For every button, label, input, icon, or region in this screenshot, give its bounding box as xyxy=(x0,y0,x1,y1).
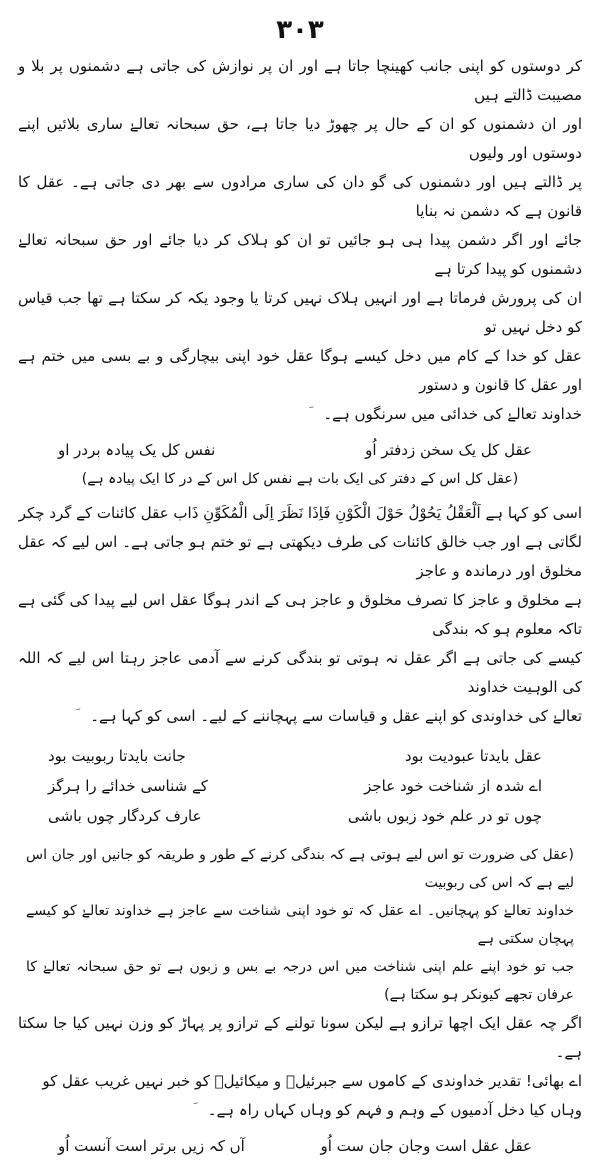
text-line: پر ڈالتے ہیں اور دشمنوں کی گو دان کی ساری مرادوں سے بھر دی جاتی ہے۔ عقل کا قانون ہے کہ دشمن نہ بنایا xyxy=(18,173,582,220)
text-line: تعالےٰ کی خداوندی کو اپنے عقل و قیاسات سے پہچاننے کے لیے۔ اسی کو کہا ہے۔ xyxy=(90,707,582,725)
text-line-end xyxy=(18,400,582,429)
verse-end-mark xyxy=(299,400,319,429)
verse-end-mark xyxy=(65,702,85,731)
text-line: اگر چہ عقل ایک اچھا ترازو ہے لیکن سونا تولنے کے ترازو پر پہاڑ کو وزن نہیں کیا جا سکتا ہے۔ xyxy=(18,1014,582,1061)
paragraph-1 xyxy=(18,52,582,429)
text-line: کیسے کی جاتی ہے اگر عقل نہ ہوتی تو بندگی کرنے سے آدمی عاجز رہتا اس لیے کہ اللہ کی الوہیت خداوند xyxy=(18,649,582,696)
persian-couplet-1 xyxy=(18,435,582,465)
verse-end-mark xyxy=(183,1096,203,1125)
paragraph-2 xyxy=(18,499,582,731)
verse-left-hemistich: کے شناسی خدائے را ہرگز xyxy=(48,777,208,795)
page-number: ۳۰۳ xyxy=(276,15,324,45)
text-line: خداوند تعالےٰ کی خدائی میں سرنگوں ہے۔ xyxy=(323,405,582,423)
persian-couplet-2 xyxy=(18,1131,582,1161)
couplet-left-hemistich: نفس کل یک پیادہ بردر او xyxy=(58,441,216,459)
couplet-translation: (عقل کل اس کے دفتر کی ایک بات ہے نفس کل اس کے در کا ایک پیادہ ہے) xyxy=(81,471,519,487)
translation-line: خداوند تعالےٰ کو پہچانیں۔ اے عقل کہ تو خود اپنی شناخت سے عاجز ہے خداوند تعالےٰ کو کیسے پہچان سکتی ہے xyxy=(26,903,574,947)
text-line: ہے مخلوق و عاجز کا تصرف مخلوق و عاجز ہی کے اندر ہوگا عقل اس لیے پیدا کی گئی ہے تاکہ معلوم ہو کہ بندگی xyxy=(18,591,582,638)
persian-verses xyxy=(18,741,582,831)
text-line: عقل کو خدا کے کام میں دخل کیسے ہوگا عقل خود اپنی بیچارگی و بے بسی میں ختم ہے اور عقل کا قانون و دستور xyxy=(18,347,582,394)
text-line: اور ان دشمنوں کو ان کے حال پر چھوڑ دیا جاتا ہے، حق سبحانہ تعالےٰ ساری بلائیں اپنے دوستوں اور ولیوں xyxy=(18,115,582,162)
translation-line: جب تو خود اپنے علم اپنی شناخت میں اس درجہ بے بس و زبوں ہے تو حق سبحانہ تعالےٰ کا عرفان تجھے کیونکر ہو سکتا ہے) xyxy=(26,959,574,1003)
text-line: جائے اور اگر دشمن پیدا ہی ہو جائیں تو ان کو ہلاک کر دیا جائے اور حق سبحانہ تعالےٰ دشمنوں کو پیدا کرتا ہے xyxy=(18,231,582,278)
paragraph-3 xyxy=(18,1009,582,1125)
verse-line xyxy=(18,801,582,831)
translation-line: (عقل کی ضرورت تو اس لیے ہوتی ہے کہ بندگی کرنے کے طور و طریقہ کو جانیں اور جان اس لیے ہے کہ اس کی ربوبیت xyxy=(26,847,574,891)
text-line: وہاں کیا دخل آدمیوں کے وہم و فہم کو وہاں کہاں راہ ہے۔ xyxy=(207,1101,582,1119)
text-line: ان کی پرورش فرماتا ہے اور انہیں ہلاک نہیں کرتا یا وجود یکہ کر سکتا ہے تھا جب قیاس کو دخل نہیں تو xyxy=(18,289,582,336)
text-line-end xyxy=(18,1096,582,1125)
verse-right-hemistich: اے شدہ از شناخت خود عاجز xyxy=(364,777,542,795)
couplet-left-hemistich: آں کہ زیں برتر است آنست اُو xyxy=(58,1137,245,1155)
text-line: اسی کو کہا ہے اَلْعَقْلُ یَحُوْلُ حَوْلَ الْکَوْنِ فَاِذَا نَظَرَ اِلَی الْمُکَوِّنِ ذَاب عقل کائنات کے گرد چکر xyxy=(18,504,582,522)
verse-line xyxy=(18,771,582,801)
verse-right-hemistich: چوں تو در علم خود زبوں باشی xyxy=(347,807,542,825)
verse-left-hemistich: عارف کردگار چوں باشی xyxy=(48,807,202,825)
text-line: لگاتی ہے اور جب خالق کائنات کی طرف دیکھتی ہے تو ختم ہو جاتی ہے۔ اس لیے کہ عقل مخلوق اور درماندہ و عاجز xyxy=(18,533,582,580)
verse-right-hemistich: عقل بایدتا عبودیت بود xyxy=(404,747,542,765)
text-line-end xyxy=(18,702,582,731)
text-line: اے بھائی! تقدیر خداوندی کے کاموں سے جبرئیلؑ و میکائیلؑ کو خبر نہیں غریب عقل کو xyxy=(42,1072,582,1090)
verse-line xyxy=(18,741,582,771)
text-line: کر دوستوں کو اپنی جانب کھینچا جاتا ہے اور ان پر نوازش کی جاتی ہے دشمنوں پر بلا و مصیبت ڈالتے ہیں xyxy=(18,57,582,104)
verses-translation xyxy=(18,841,582,1009)
couplet-right-hemistich: عقل عقل است وجان جان ست اُو xyxy=(320,1137,532,1155)
verse-left-hemistich: جانت بایدتا ربوبیت بود xyxy=(48,747,186,765)
couplet-right-hemistich: عقل کل یک سخن زدفتر اُو xyxy=(365,441,532,459)
